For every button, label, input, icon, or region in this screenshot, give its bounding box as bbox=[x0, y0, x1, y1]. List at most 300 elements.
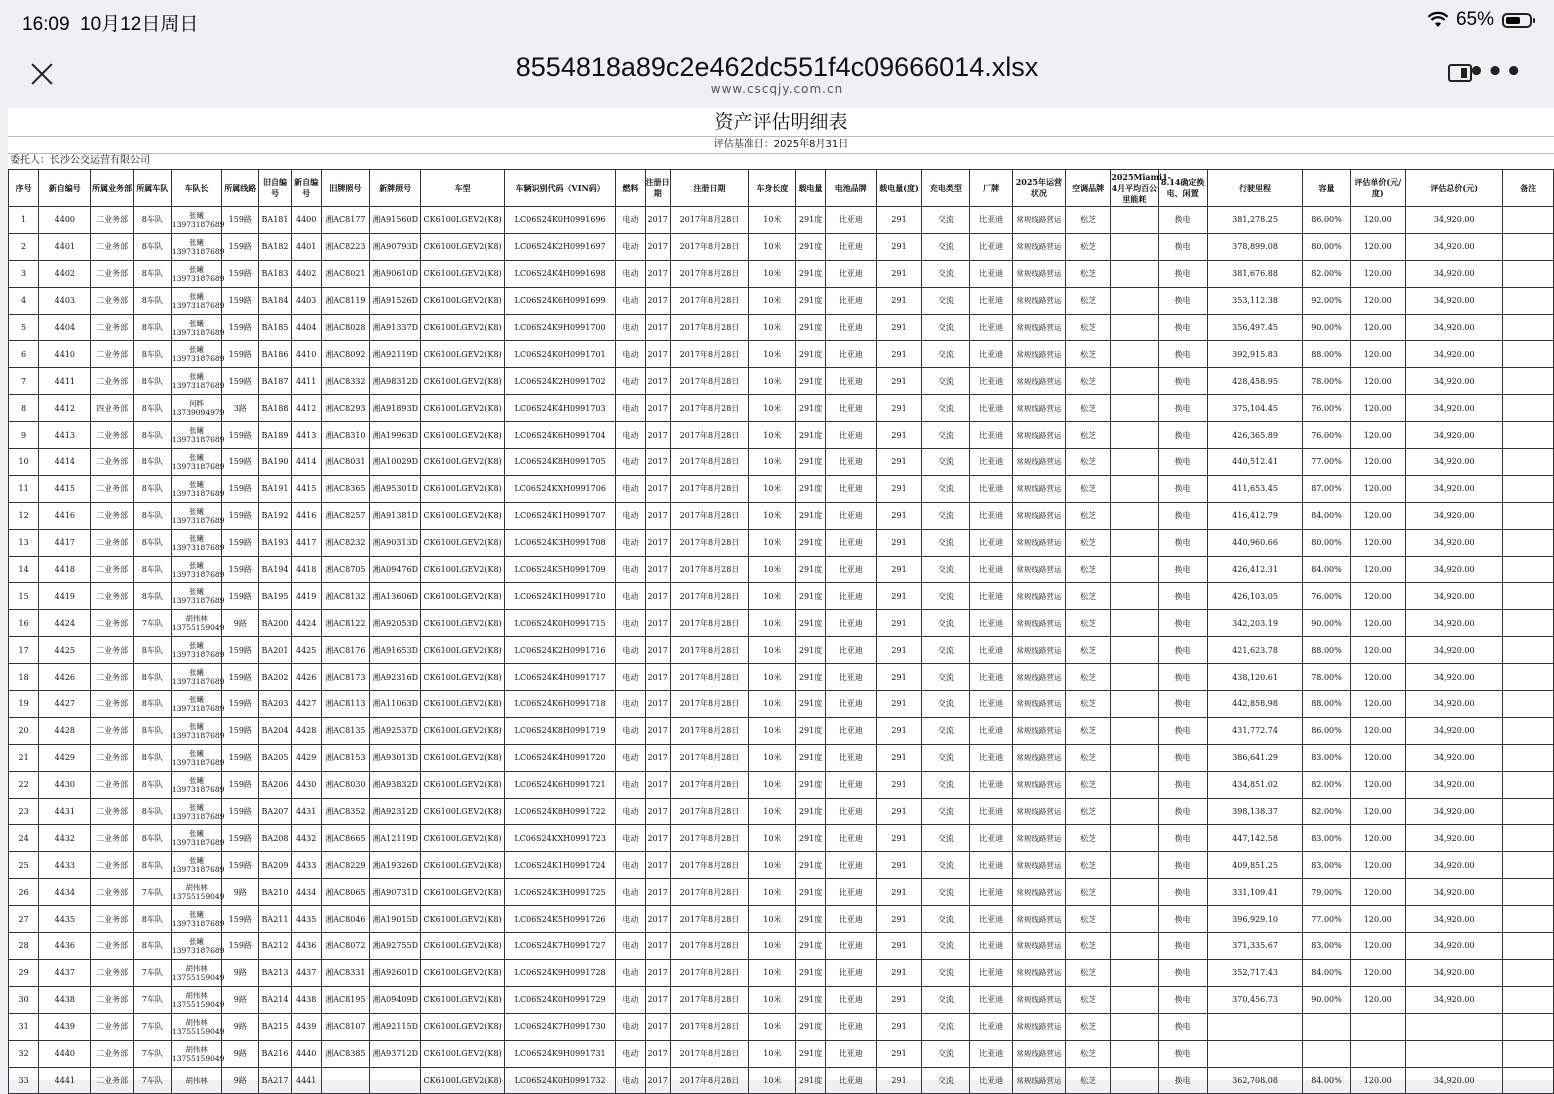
table-cell[interactable]: 4416 bbox=[291, 502, 321, 529]
table-cell[interactable]: BA212 bbox=[259, 933, 291, 960]
table-row[interactable] bbox=[9, 610, 1554, 637]
table-cell[interactable]: 159路 bbox=[222, 691, 259, 718]
table-cell[interactable]: 291度 bbox=[796, 287, 825, 314]
table-cell[interactable]: 8车队 bbox=[133, 933, 171, 960]
table-cell[interactable]: 松芝 bbox=[1066, 395, 1111, 422]
table-cell[interactable]: 291度 bbox=[796, 233, 825, 260]
table-cell[interactable]: 交流 bbox=[922, 637, 970, 664]
table-cell[interactable]: 291度 bbox=[796, 959, 825, 986]
table-cell[interactable]: 胡伟林 13755159049 bbox=[171, 1040, 221, 1067]
table-cell[interactable]: 换电 bbox=[1158, 422, 1207, 449]
table-cell[interactable]: 10米 bbox=[749, 287, 796, 314]
table-cell[interactable]: 31 bbox=[9, 1013, 39, 1040]
table-cell[interactable]: 33 bbox=[9, 1067, 39, 1094]
table-cell[interactable]: 10米 bbox=[749, 744, 796, 771]
table-cell[interactable] bbox=[1111, 529, 1158, 556]
table-cell[interactable]: CK6100LGEV2(K8) bbox=[421, 368, 504, 395]
table-cell[interactable] bbox=[1405, 1040, 1503, 1067]
table-cell[interactable]: 交流 bbox=[922, 422, 970, 449]
table-cell[interactable]: 比亚迪 bbox=[970, 583, 1012, 610]
column-header[interactable]: 2025Miami1-4月平均百公里能耗 bbox=[1111, 170, 1158, 207]
table-cell[interactable]: 二业务部 bbox=[91, 610, 133, 637]
table-cell[interactable]: 34,920.00 bbox=[1405, 395, 1503, 422]
table-cell[interactable]: 409,851.25 bbox=[1207, 852, 1303, 879]
table-cell[interactable]: 湘A92053D bbox=[370, 610, 421, 637]
table-cell[interactable]: CK6100LGEV2(K8) bbox=[421, 771, 504, 798]
table-cell[interactable]: 常规线路营运 bbox=[1012, 825, 1065, 852]
table-cell[interactable]: 交流 bbox=[922, 583, 970, 610]
table-cell[interactable]: 张曦 13973187689 bbox=[171, 341, 221, 368]
table-cell[interactable]: 交流 bbox=[922, 556, 970, 583]
table-cell[interactable]: CK6100LGEV2(K8) bbox=[421, 610, 504, 637]
table-cell[interactable]: 378,899.08 bbox=[1207, 233, 1303, 260]
table-row[interactable] bbox=[9, 664, 1554, 691]
table-cell[interactable]: BA194 bbox=[259, 556, 291, 583]
table-cell[interactable]: 12 bbox=[9, 502, 39, 529]
table-cell[interactable]: 松芝 bbox=[1066, 1013, 1111, 1040]
table-cell[interactable]: 291度 bbox=[796, 825, 825, 852]
table-cell[interactable]: 湘A92601D bbox=[370, 959, 421, 986]
table-cell[interactable] bbox=[321, 1067, 369, 1094]
table-cell[interactable]: 何晔 13739094979 bbox=[171, 395, 221, 422]
table-row[interactable] bbox=[9, 368, 1554, 395]
table-cell[interactable]: 2017 bbox=[645, 1067, 670, 1094]
table-cell[interactable]: 2017年8月28日 bbox=[670, 529, 748, 556]
table-cell[interactable]: 湘A92537D bbox=[370, 717, 421, 744]
table-cell[interactable] bbox=[1503, 610, 1554, 637]
table-cell[interactable]: 8车队 bbox=[133, 529, 171, 556]
table-cell[interactable]: 比亚迪 bbox=[970, 502, 1012, 529]
table-cell[interactable]: 2017 bbox=[645, 287, 670, 314]
table-cell[interactable]: 159路 bbox=[222, 744, 259, 771]
table-cell[interactable]: 4436 bbox=[39, 933, 91, 960]
table-cell[interactable]: 松芝 bbox=[1066, 502, 1111, 529]
table-cell[interactable]: 湘AC8257 bbox=[321, 502, 369, 529]
table-row[interactable] bbox=[9, 1013, 1554, 1040]
table-cell[interactable] bbox=[1111, 502, 1158, 529]
table-cell[interactable]: BA206 bbox=[259, 771, 291, 798]
table-cell[interactable]: 交流 bbox=[922, 879, 970, 906]
table-cell[interactable]: 2017年8月28日 bbox=[670, 717, 748, 744]
table-cell[interactable] bbox=[1111, 287, 1158, 314]
table-cell[interactable]: LC06S24K0H0991715 bbox=[504, 610, 616, 637]
table-cell[interactable]: 2017年8月28日 bbox=[670, 341, 748, 368]
table-cell[interactable]: 353,112.38 bbox=[1207, 287, 1303, 314]
table-cell[interactable]: 7车队 bbox=[133, 879, 171, 906]
table-cell[interactable]: 松芝 bbox=[1066, 260, 1111, 287]
table-cell[interactable]: 换电 bbox=[1158, 906, 1207, 933]
table-cell[interactable]: 291 bbox=[876, 986, 921, 1013]
table-cell[interactable]: 比亚迪 bbox=[825, 529, 876, 556]
table-cell[interactable]: 159路 bbox=[222, 717, 259, 744]
table-cell[interactable]: 电动 bbox=[616, 610, 645, 637]
table-cell[interactable]: 120.00 bbox=[1350, 260, 1405, 287]
table-cell[interactable]: 张曦 13973187689 bbox=[171, 260, 221, 287]
table-cell[interactable]: 82.00% bbox=[1303, 798, 1350, 825]
table-cell[interactable]: 291 bbox=[876, 341, 921, 368]
table-cell[interactable]: 二业务部 bbox=[91, 664, 133, 691]
table-cell[interactable]: 159路 bbox=[222, 502, 259, 529]
table-cell[interactable]: 10米 bbox=[749, 314, 796, 341]
table-cell[interactable]: BA181 bbox=[259, 207, 291, 234]
table-cell[interactable]: 比亚迪 bbox=[970, 825, 1012, 852]
table-cell[interactable]: 换电 bbox=[1158, 798, 1207, 825]
table-cell[interactable]: 比亚迪 bbox=[970, 395, 1012, 422]
more-options-icon[interactable]: ••• bbox=[1468, 57, 1524, 87]
table-cell[interactable]: CK6100LGEV2(K8) bbox=[421, 1040, 504, 1067]
table-cell[interactable]: 湘A93832D bbox=[370, 771, 421, 798]
table-cell[interactable]: 120.00 bbox=[1350, 906, 1405, 933]
table-cell[interactable]: 34,920.00 bbox=[1405, 610, 1503, 637]
table-cell[interactable]: 2017年8月28日 bbox=[670, 986, 748, 1013]
table-cell[interactable] bbox=[1111, 341, 1158, 368]
table-cell[interactable]: 二业务部 bbox=[91, 287, 133, 314]
table-cell[interactable]: 381,278.25 bbox=[1207, 207, 1303, 234]
table-cell[interactable]: 8 bbox=[9, 395, 39, 422]
table-cell[interactable]: 8车队 bbox=[133, 825, 171, 852]
table-cell[interactable]: 4430 bbox=[39, 771, 91, 798]
table-cell[interactable] bbox=[1503, 986, 1554, 1013]
table-cell[interactable]: 换电 bbox=[1158, 825, 1207, 852]
table-cell[interactable]: 2017年8月28日 bbox=[670, 691, 748, 718]
table-cell[interactable]: 换电 bbox=[1158, 556, 1207, 583]
table-cell[interactable]: 291 bbox=[876, 691, 921, 718]
table-cell[interactable]: LC06S24K5H0991726 bbox=[504, 906, 616, 933]
table-cell[interactable] bbox=[1503, 1040, 1554, 1067]
table-cell[interactable]: 湘AC8310 bbox=[321, 422, 369, 449]
table-cell[interactable]: 二业务部 bbox=[91, 449, 133, 476]
table-cell[interactable]: 8车队 bbox=[133, 583, 171, 610]
table-cell[interactable] bbox=[1503, 502, 1554, 529]
table-cell[interactable]: 10米 bbox=[749, 664, 796, 691]
table-cell[interactable] bbox=[1111, 368, 1158, 395]
table-cell[interactable]: 4 bbox=[9, 287, 39, 314]
table-cell[interactable]: 交流 bbox=[922, 906, 970, 933]
table-cell[interactable]: CK6100LGEV2(K8) bbox=[421, 287, 504, 314]
table-cell[interactable]: 换电 bbox=[1158, 691, 1207, 718]
table-cell[interactable]: 比亚迪 bbox=[970, 744, 1012, 771]
table-cell[interactable]: 291 bbox=[876, 771, 921, 798]
table-cell[interactable]: 291度 bbox=[796, 717, 825, 744]
table-cell[interactable]: 2017年8月28日 bbox=[670, 664, 748, 691]
table-cell[interactable]: 120.00 bbox=[1350, 314, 1405, 341]
table-cell[interactable]: 88.00% bbox=[1303, 691, 1350, 718]
table-cell[interactable]: 2017 bbox=[645, 744, 670, 771]
table-cell[interactable]: 4414 bbox=[291, 449, 321, 476]
table-cell[interactable]: 二业务部 bbox=[91, 986, 133, 1013]
table-cell[interactable]: 湘AC8293 bbox=[321, 395, 369, 422]
table-cell[interactable]: 291 bbox=[876, 475, 921, 502]
table-cell[interactable]: 8车队 bbox=[133, 260, 171, 287]
table-cell[interactable]: 4412 bbox=[291, 395, 321, 422]
table-cell[interactable]: 20 bbox=[9, 717, 39, 744]
table-cell[interactable]: 120.00 bbox=[1350, 798, 1405, 825]
table-cell[interactable]: LC06S24K6H0991721 bbox=[504, 771, 616, 798]
table-cell[interactable]: 159路 bbox=[222, 906, 259, 933]
table-cell[interactable]: 松芝 bbox=[1066, 207, 1111, 234]
table-cell[interactable]: 湘AC8092 bbox=[321, 341, 369, 368]
table-cell[interactable]: 交流 bbox=[922, 368, 970, 395]
table-cell[interactable]: 431,772.74 bbox=[1207, 717, 1303, 744]
table-cell[interactable]: 120.00 bbox=[1350, 691, 1405, 718]
table-cell[interactable]: 电动 bbox=[616, 341, 645, 368]
table-cell[interactable]: 常规线路营运 bbox=[1012, 1013, 1065, 1040]
table-cell[interactable]: 湘AC8229 bbox=[321, 852, 369, 879]
table-cell[interactable]: LC06S24K3H0991725 bbox=[504, 879, 616, 906]
table-cell[interactable]: 120.00 bbox=[1350, 233, 1405, 260]
table-cell[interactable]: 159路 bbox=[222, 529, 259, 556]
table-cell[interactable]: 换电 bbox=[1158, 933, 1207, 960]
table-cell[interactable]: 159路 bbox=[222, 287, 259, 314]
table-cell[interactable]: CK6100LGEV2(K8) bbox=[421, 852, 504, 879]
table-cell[interactable]: 9路 bbox=[222, 1040, 259, 1067]
table-cell[interactable]: BA190 bbox=[259, 449, 291, 476]
table-cell[interactable]: BA215 bbox=[259, 1013, 291, 1040]
table-cell[interactable]: 428,458.95 bbox=[1207, 368, 1303, 395]
table-cell[interactable] bbox=[1111, 744, 1158, 771]
table-cell[interactable]: 二业务部 bbox=[91, 260, 133, 287]
table-cell[interactable]: LC06S24K9H0991700 bbox=[504, 314, 616, 341]
table-cell[interactable]: 2017年8月28日 bbox=[670, 207, 748, 234]
table-cell[interactable]: 常规线路营运 bbox=[1012, 502, 1065, 529]
table-cell[interactable]: 换电 bbox=[1158, 341, 1207, 368]
table-cell[interactable]: BA205 bbox=[259, 744, 291, 771]
table-cell[interactable]: LC06S24K0H0991729 bbox=[504, 986, 616, 1013]
table-cell[interactable]: 4437 bbox=[291, 959, 321, 986]
table-cell[interactable]: 松芝 bbox=[1066, 583, 1111, 610]
table-cell[interactable]: 120.00 bbox=[1350, 449, 1405, 476]
table-cell[interactable]: 34,920.00 bbox=[1405, 852, 1503, 879]
table-cell[interactable]: 159路 bbox=[222, 207, 259, 234]
table-cell[interactable]: 8车队 bbox=[133, 395, 171, 422]
table-cell[interactable]: 434,851.02 bbox=[1207, 771, 1303, 798]
table-cell[interactable]: 湘AC8385 bbox=[321, 1040, 369, 1067]
table-cell[interactable] bbox=[1503, 368, 1554, 395]
table-cell[interactable]: 291度 bbox=[796, 529, 825, 556]
column-header[interactable]: 载电量(度) bbox=[876, 170, 921, 207]
table-cell[interactable]: 比亚迪 bbox=[825, 260, 876, 287]
table-cell[interactable]: 换电 bbox=[1158, 986, 1207, 1013]
table-cell[interactable] bbox=[1503, 207, 1554, 234]
table-cell[interactable]: 湘AC8177 bbox=[321, 207, 369, 234]
table-cell[interactable]: 4438 bbox=[39, 986, 91, 1013]
table-cell[interactable] bbox=[1503, 287, 1554, 314]
table-cell[interactable]: BA202 bbox=[259, 664, 291, 691]
table-cell[interactable]: 291度 bbox=[796, 341, 825, 368]
table-cell[interactable]: CK6100LGEV2(K8) bbox=[421, 825, 504, 852]
table-cell[interactable]: 4441 bbox=[39, 1067, 91, 1094]
table-cell[interactable] bbox=[1111, 233, 1158, 260]
column-header[interactable]: 旧自编号 bbox=[259, 170, 291, 207]
table-cell[interactable]: 松芝 bbox=[1066, 959, 1111, 986]
table-cell[interactable]: 4400 bbox=[291, 207, 321, 234]
table-cell[interactable]: 交流 bbox=[922, 502, 970, 529]
table-cell[interactable]: 湘AC8132 bbox=[321, 583, 369, 610]
table-cell[interactable]: 10米 bbox=[749, 825, 796, 852]
table-cell[interactable]: 交流 bbox=[922, 1013, 970, 1040]
table-cell[interactable]: 张曦 13973187689 bbox=[171, 233, 221, 260]
table-cell[interactable]: 胡伟林 13755159049 bbox=[171, 986, 221, 1013]
table-cell[interactable]: 常规线路营运 bbox=[1012, 583, 1065, 610]
column-header[interactable]: 8.14确定换电、闲置 bbox=[1158, 170, 1207, 207]
column-header[interactable]: 载电量 bbox=[796, 170, 825, 207]
table-cell[interactable]: 湘AC8705 bbox=[321, 556, 369, 583]
table-cell[interactable]: 二业务部 bbox=[91, 422, 133, 449]
table-cell[interactable]: 常规线路营运 bbox=[1012, 637, 1065, 664]
table-cell[interactable]: 291 bbox=[876, 906, 921, 933]
table-cell[interactable]: 2017 bbox=[645, 422, 670, 449]
table-cell[interactable]: 比亚迪 bbox=[970, 422, 1012, 449]
table-cell[interactable]: 湘A91526D bbox=[370, 287, 421, 314]
table-cell[interactable]: 常规线路营运 bbox=[1012, 529, 1065, 556]
table-cell[interactable]: BA201 bbox=[259, 637, 291, 664]
table-cell[interactable]: 4438 bbox=[291, 986, 321, 1013]
column-header[interactable]: 车辆识别代码（VIN码） bbox=[504, 170, 616, 207]
table-cell[interactable]: 2017 bbox=[645, 449, 670, 476]
table-cell[interactable]: 426,103.05 bbox=[1207, 583, 1303, 610]
table-cell[interactable]: 34,920.00 bbox=[1405, 449, 1503, 476]
table-cell[interactable]: 张曦 13973187689 bbox=[171, 314, 221, 341]
table-cell[interactable]: 2017年8月28日 bbox=[670, 771, 748, 798]
table-cell[interactable]: 4434 bbox=[39, 879, 91, 906]
table-cell[interactable]: 换电 bbox=[1158, 502, 1207, 529]
table-cell[interactable]: 湘AC8332 bbox=[321, 368, 369, 395]
table-cell[interactable]: 120.00 bbox=[1350, 610, 1405, 637]
table-cell[interactable]: 2017 bbox=[645, 879, 670, 906]
table-cell[interactable] bbox=[1111, 422, 1158, 449]
table-cell[interactable]: 4417 bbox=[291, 529, 321, 556]
table-cell[interactable]: 3路 bbox=[222, 395, 259, 422]
table-cell[interactable]: 8车队 bbox=[133, 691, 171, 718]
table-cell[interactable]: 120.00 bbox=[1350, 475, 1405, 502]
table-cell[interactable]: LC06S24K2H0991697 bbox=[504, 233, 616, 260]
table-cell[interactable]: 4404 bbox=[291, 314, 321, 341]
table-cell[interactable]: 34,920.00 bbox=[1405, 1067, 1503, 1094]
table-cell[interactable]: 常规线路营运 bbox=[1012, 395, 1065, 422]
table-cell[interactable]: 291度 bbox=[796, 610, 825, 637]
table-cell[interactable]: 比亚迪 bbox=[825, 583, 876, 610]
table-cell[interactable]: 电动 bbox=[616, 475, 645, 502]
table-cell[interactable]: 常规线路营运 bbox=[1012, 879, 1065, 906]
table-cell[interactable]: CK6100LGEV2(K8) bbox=[421, 717, 504, 744]
table-cell[interactable] bbox=[1111, 879, 1158, 906]
table-cell[interactable]: 2017年8月28日 bbox=[670, 475, 748, 502]
table-cell[interactable]: 比亚迪 bbox=[825, 986, 876, 1013]
table-cell[interactable]: 4437 bbox=[39, 959, 91, 986]
table-cell[interactable] bbox=[1111, 1040, 1158, 1067]
table-cell[interactable]: 比亚迪 bbox=[825, 368, 876, 395]
table-cell[interactable]: 120.00 bbox=[1350, 771, 1405, 798]
table-cell[interactable]: 10米 bbox=[749, 852, 796, 879]
table-cell[interactable]: 10米 bbox=[749, 717, 796, 744]
table-cell[interactable]: 常规线路营运 bbox=[1012, 986, 1065, 1013]
table-cell[interactable]: CK6100LGEV2(K8) bbox=[421, 314, 504, 341]
table-cell[interactable]: CK6100LGEV2(K8) bbox=[421, 449, 504, 476]
table-cell[interactable]: 电动 bbox=[616, 1067, 645, 1094]
table-cell[interactable]: 291 bbox=[876, 933, 921, 960]
table-cell[interactable]: 湘A92312D bbox=[370, 798, 421, 825]
table-cell[interactable]: 比亚迪 bbox=[825, 449, 876, 476]
table-cell[interactable]: 换电 bbox=[1158, 1040, 1207, 1067]
table-cell[interactable]: 二业务部 bbox=[91, 1040, 133, 1067]
table-cell[interactable]: 二业务部 bbox=[91, 529, 133, 556]
table-row[interactable] bbox=[9, 798, 1554, 825]
table-cell[interactable]: 比亚迪 bbox=[825, 1013, 876, 1040]
table-cell[interactable] bbox=[1111, 664, 1158, 691]
table-cell[interactable]: 34,920.00 bbox=[1405, 906, 1503, 933]
table-cell[interactable]: 1 bbox=[9, 207, 39, 234]
table-cell[interactable] bbox=[1503, 637, 1554, 664]
table-cell[interactable]: 二业务部 bbox=[91, 502, 133, 529]
table-cell[interactable]: 电动 bbox=[616, 1040, 645, 1067]
table-cell[interactable]: 松芝 bbox=[1066, 449, 1111, 476]
table-cell[interactable]: 2017 bbox=[645, 233, 670, 260]
table-cell[interactable]: 换电 bbox=[1158, 314, 1207, 341]
table-cell[interactable]: 换电 bbox=[1158, 664, 1207, 691]
table-row[interactable] bbox=[9, 852, 1554, 879]
table-cell[interactable]: 291度 bbox=[796, 798, 825, 825]
table-cell[interactable]: 4401 bbox=[291, 233, 321, 260]
table-cell[interactable]: 4433 bbox=[291, 852, 321, 879]
table-cell[interactable]: 张曦 13973187689 bbox=[171, 664, 221, 691]
table-cell[interactable]: 张曦 13973187689 bbox=[171, 691, 221, 718]
table-row[interactable] bbox=[9, 1040, 1554, 1067]
table-cell[interactable]: 2017 bbox=[645, 314, 670, 341]
table-cell[interactable]: 电动 bbox=[616, 717, 645, 744]
table-cell[interactable]: 10米 bbox=[749, 449, 796, 476]
table-cell[interactable]: 291 bbox=[876, 314, 921, 341]
table-cell[interactable]: CK6100LGEV2(K8) bbox=[421, 233, 504, 260]
table-cell[interactable]: 二业务部 bbox=[91, 744, 133, 771]
table-cell[interactable] bbox=[1111, 395, 1158, 422]
table-cell[interactable]: 松芝 bbox=[1066, 529, 1111, 556]
table-cell[interactable]: 湘AC8028 bbox=[321, 314, 369, 341]
table-cell[interactable] bbox=[1503, 314, 1554, 341]
table-cell[interactable]: 交流 bbox=[922, 449, 970, 476]
table-cell[interactable]: LC06S24K4H0991717 bbox=[504, 664, 616, 691]
table-cell[interactable]: 80.00% bbox=[1303, 233, 1350, 260]
table-cell[interactable]: 291 bbox=[876, 744, 921, 771]
table-cell[interactable] bbox=[1111, 637, 1158, 664]
table-cell[interactable]: 松芝 bbox=[1066, 771, 1111, 798]
table-cell[interactable]: BA213 bbox=[259, 959, 291, 986]
table-cell[interactable]: 291 bbox=[876, 959, 921, 986]
table-cell[interactable]: 4419 bbox=[291, 583, 321, 610]
table-row[interactable] bbox=[9, 395, 1554, 422]
table-cell[interactable]: 291度 bbox=[796, 422, 825, 449]
table-cell[interactable]: 291 bbox=[876, 879, 921, 906]
table-cell[interactable]: CK6100LGEV2(K8) bbox=[421, 475, 504, 502]
table-cell[interactable]: 2017年8月28日 bbox=[670, 556, 748, 583]
table-cell[interactable] bbox=[1207, 1013, 1303, 1040]
table-cell[interactable]: 换电 bbox=[1158, 610, 1207, 637]
table-cell[interactable]: 426,365.89 bbox=[1207, 422, 1303, 449]
table-cell[interactable]: 4426 bbox=[291, 664, 321, 691]
table-cell[interactable]: CK6100LGEV2(K8) bbox=[421, 798, 504, 825]
table-cell[interactable]: 湘A98312D bbox=[370, 368, 421, 395]
table-cell[interactable]: LC06S24K1H0991707 bbox=[504, 502, 616, 529]
table-cell[interactable] bbox=[1405, 1013, 1503, 1040]
column-header[interactable]: 注册日期 bbox=[670, 170, 748, 207]
table-cell[interactable]: 440,512.41 bbox=[1207, 449, 1303, 476]
table-cell[interactable]: 比亚迪 bbox=[825, 314, 876, 341]
table-cell[interactable]: 159路 bbox=[222, 852, 259, 879]
table-cell[interactable]: LC06S24K6H0991718 bbox=[504, 691, 616, 718]
table-cell[interactable]: LC06S24K0H0991732 bbox=[504, 1067, 616, 1094]
table-cell[interactable]: 159路 bbox=[222, 825, 259, 852]
table-cell[interactable]: 湘AC8365 bbox=[321, 475, 369, 502]
table-cell[interactable]: 421,623.78 bbox=[1207, 637, 1303, 664]
